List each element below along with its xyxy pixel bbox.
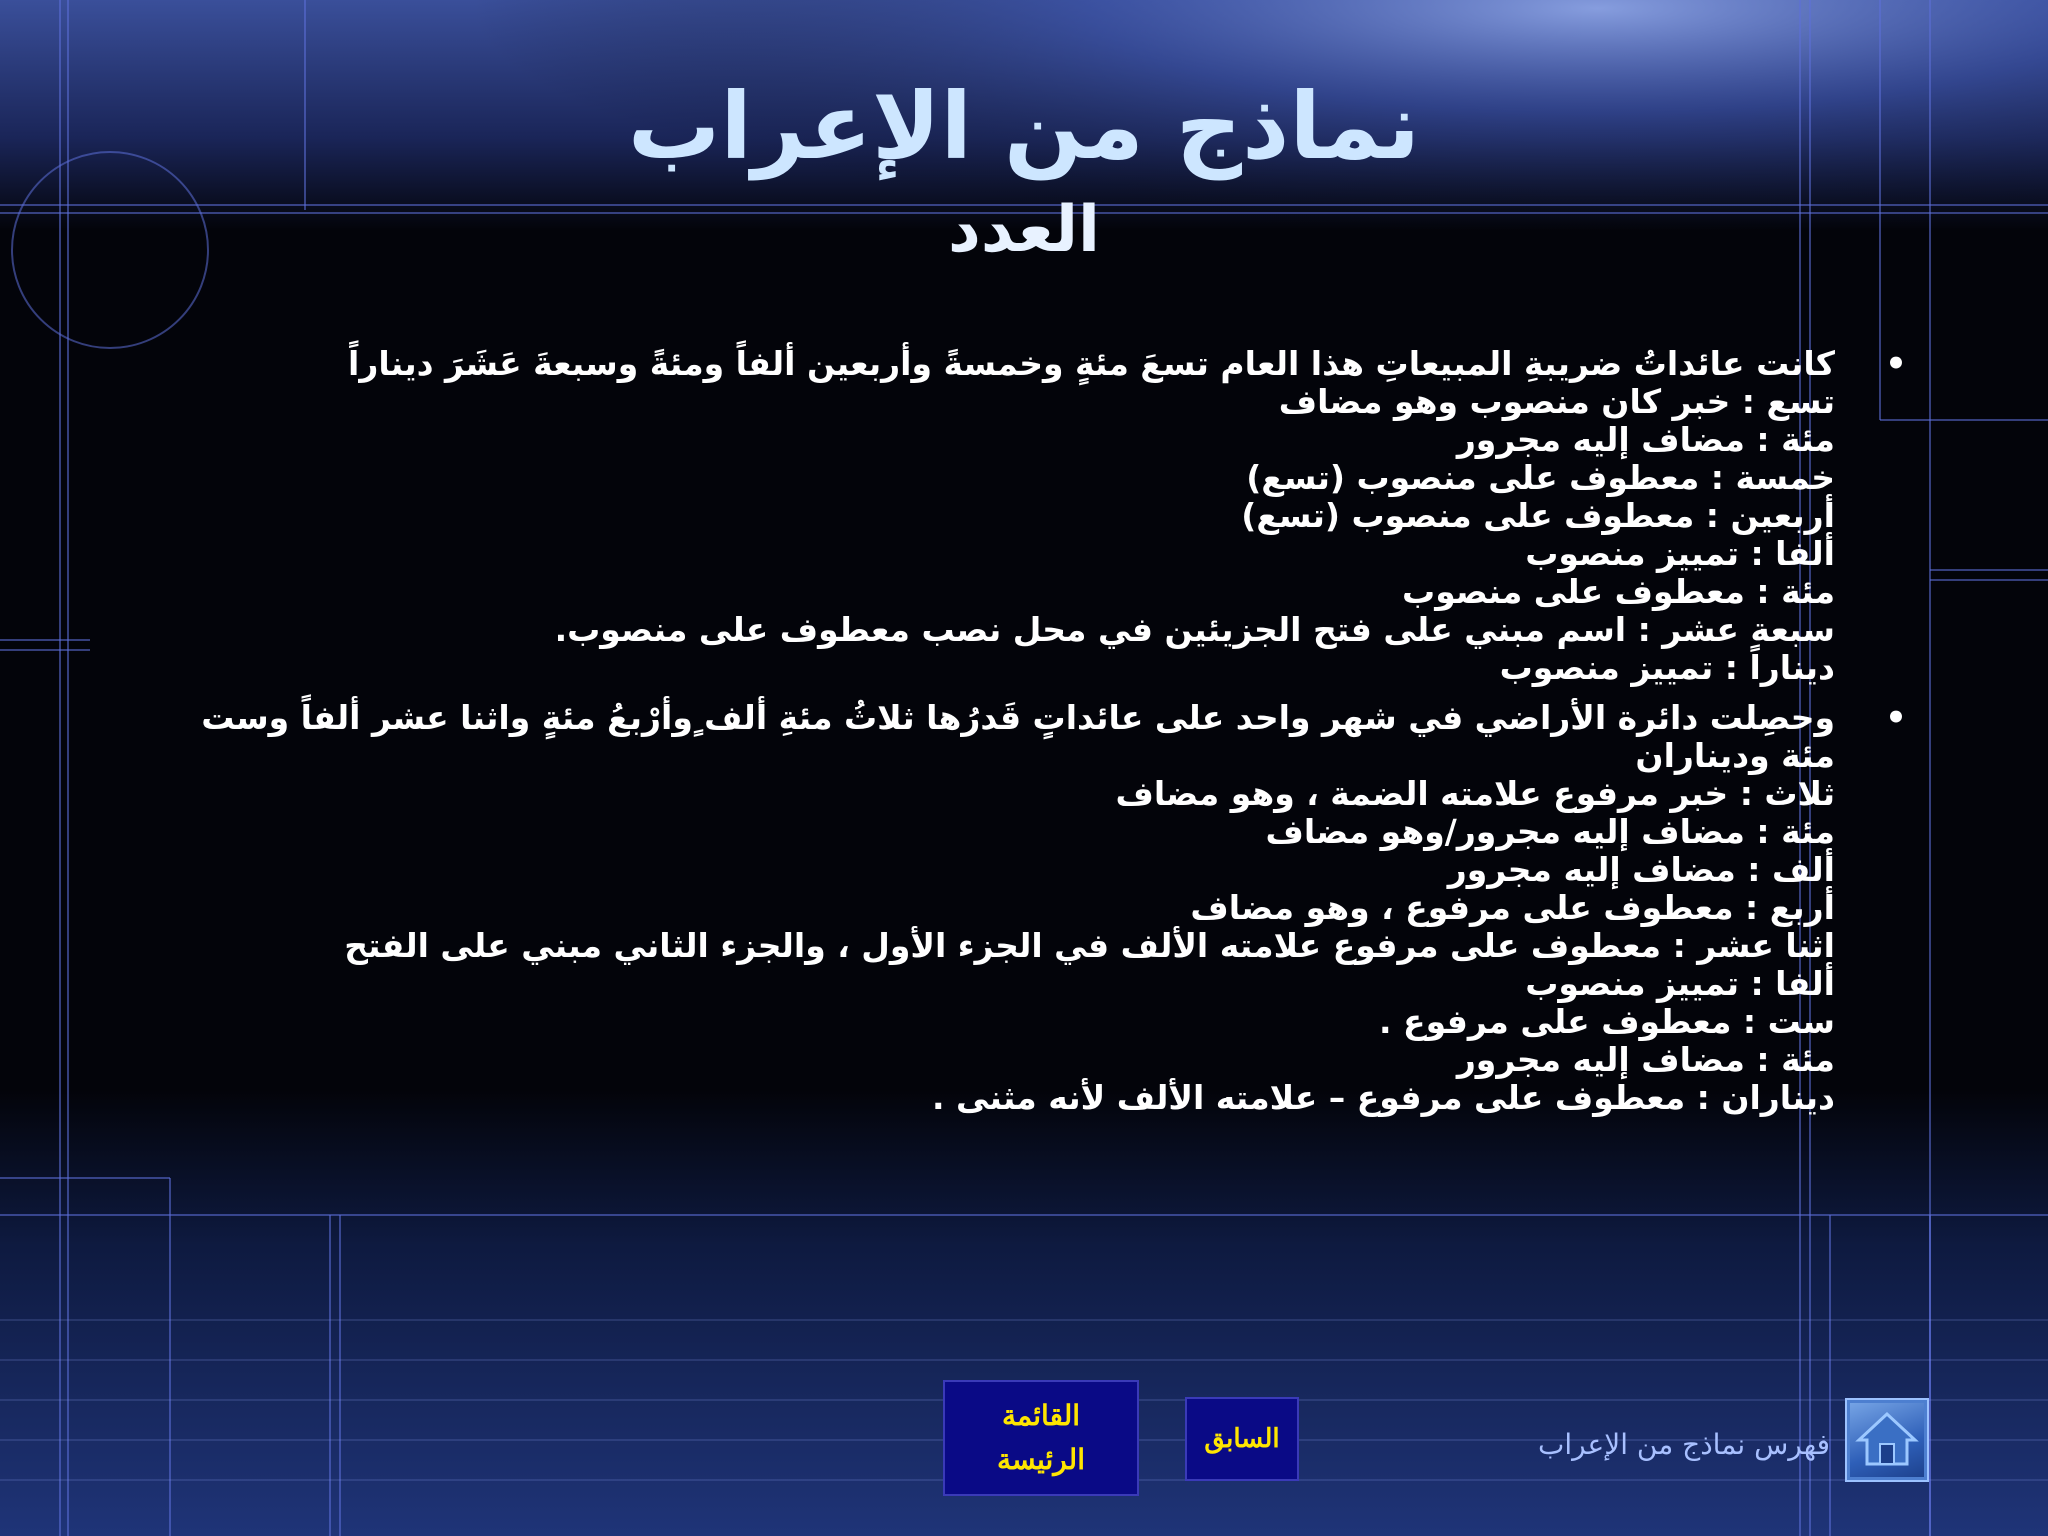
parsing-line: ديناران : معطوف على مرفوع – علامته الألف لأنه مثنى . bbox=[931, 1078, 1835, 1117]
parsing-line: مئة : مضاف إليه مجرور bbox=[1456, 1040, 1835, 1079]
home-button[interactable] bbox=[1845, 1398, 1929, 1482]
content-area bbox=[190, 345, 1910, 1129]
example-sentence: وحصِلت دائرة الأراضي في شهر واحد على عائداتٍ قَدرُها ثلاثُ مئةِ ألف ٍوأرْبعُ مئةٍ واثنا عشر ألفاً وست مئة وديناران bbox=[201, 698, 1835, 775]
example-sentence: كانت عائداتُ ضريبةِ المبيعاتِ هذا العام تسعَ مئةٍ وخمسةً وأربعين ألفاً ومئةً وسبعةَ عَشَرَ ديناراً bbox=[348, 344, 1835, 383]
bullet-item bbox=[190, 345, 1910, 687]
parsing-line: تسع : خبر كان منصوب وهو مضاف bbox=[1278, 382, 1835, 421]
main-menu-label-line1: القائمة bbox=[1002, 1399, 1080, 1432]
parsing-line: خمسة : معطوف على منصوب (تسع) bbox=[1246, 458, 1835, 497]
parsing-line: مئة : مضاف إليه مجرور/وهو مضاف bbox=[1265, 812, 1835, 851]
home-icon bbox=[1847, 1400, 1927, 1480]
slide-subtitle: العدد bbox=[948, 193, 1100, 267]
previous-label: السابق bbox=[1204, 1424, 1280, 1454]
parsing-line: مئة : معطوف على منصوب bbox=[1402, 572, 1835, 611]
main-menu-button[interactable] bbox=[943, 1380, 1139, 1496]
main-menu-label-line2: الرئيسة bbox=[997, 1443, 1085, 1476]
slide-title: نماذج من الإعراب bbox=[627, 73, 1421, 180]
parsing-line: أربع : معطوف على مرفوع ، وهو مضاف bbox=[1190, 888, 1835, 927]
parsing-line: اثنا عشر : معطوف على مرفوع علامته الألف في الجزء الأول ، والجزء الثاني مبني على الفتح bbox=[344, 926, 1835, 965]
bullet-item bbox=[190, 699, 1910, 1117]
parsing-line: أربعين : معطوف على منصوب (تسع) bbox=[1241, 496, 1835, 535]
parsing-line: سبعة عشر : اسم مبني على فتح الجزيئين في محل نصب معطوف على منصوب. bbox=[554, 610, 1835, 649]
parsing-line: ألفا : تمييز منصوب bbox=[1525, 964, 1835, 1003]
parsing-line: ثلاث : خبر مرفوع علامته الضمة ، وهو مضاف bbox=[1115, 774, 1835, 813]
bullet-marker: • bbox=[1885, 344, 1907, 384]
parsing-line: مئة : مضاف إليه مجرور bbox=[1456, 420, 1835, 459]
bullet-marker: • bbox=[1885, 698, 1907, 738]
previous-button[interactable] bbox=[1185, 1397, 1299, 1481]
index-link[interactable]: فهرس نماذج من الإعراب bbox=[1537, 1428, 1830, 1461]
main-menu-label bbox=[997, 1394, 1085, 1482]
parsing-line: ألف : مضاف إليه مجرور bbox=[1447, 850, 1835, 889]
parsing-line: ألفا : تمييز منصوب bbox=[1525, 534, 1835, 573]
parsing-line: ست : معطوف على مرفوع . bbox=[1379, 1002, 1835, 1041]
parsing-line: ديناراً : تمييز منصوب bbox=[1499, 648, 1835, 687]
